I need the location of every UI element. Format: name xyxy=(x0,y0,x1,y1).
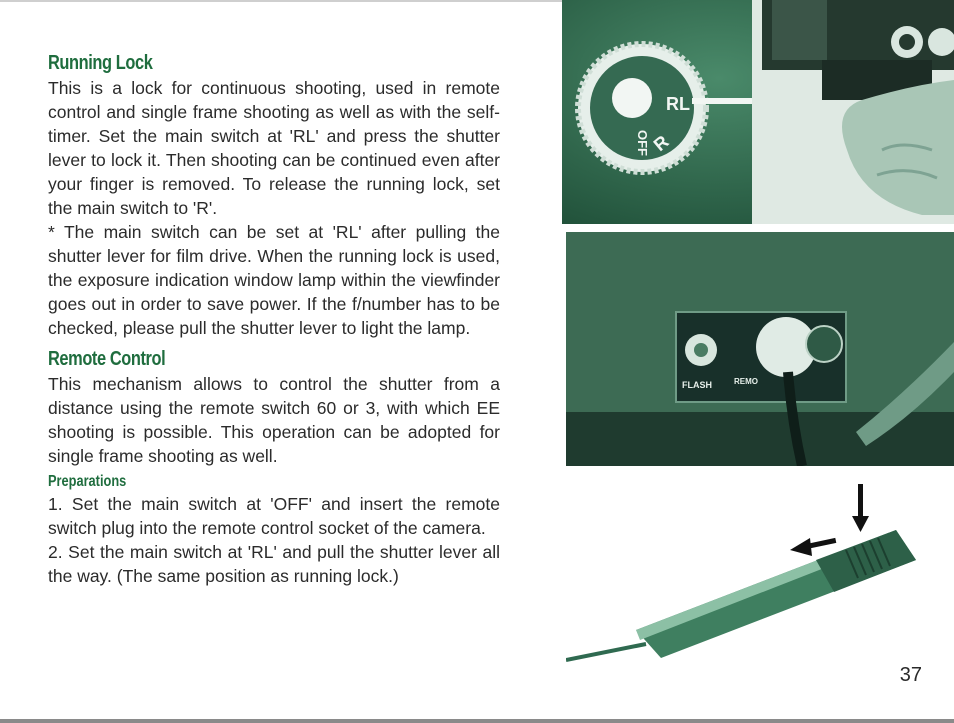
dial-label-rl: RL xyxy=(666,94,690,114)
running-lock-paragraph: This is a lock for continuous shooting, used in remote control and single frame shooting as well as with the self-timer. Set the main switch at 'RL' and press the shutter lever to lock it. Then shooting can be continued even after your finger is removed. To release the running lock, set the main switch to 'R'. xyxy=(48,78,500,218)
main-switch-photo-illustration xyxy=(562,0,954,224)
arrow-down-icon xyxy=(852,516,869,532)
label-remote: REMO xyxy=(734,377,758,386)
arrow-left-icon xyxy=(790,538,812,556)
page-number: 37 xyxy=(899,664,922,686)
preparation-step-1: 1. Set the main switch at 'OFF' and insert the remote switch plug into the remote control socket of the camera. xyxy=(48,494,500,538)
heading-running-lock: Running Lock xyxy=(48,52,153,74)
remote-switch-illustration xyxy=(566,480,954,680)
photo-main-switch xyxy=(562,0,954,224)
bottom-rule xyxy=(0,719,954,723)
dial-label-r: R xyxy=(649,131,673,156)
remote-control-paragraph: This mechanism allows to control the shutter from a distance using the remote switch 60 or 3, with which EE shooting is possible. This operation can be adopted for single frame shooting as well. xyxy=(48,374,500,466)
photo-remote-socket xyxy=(566,232,954,466)
preparation-step-2: 2. Set the main switch at 'RL' and pull the shutter lever all the way. (The same position as running lock.) xyxy=(48,542,500,586)
dial-label-off: OFF xyxy=(635,130,650,156)
heading-preparations: Preparations xyxy=(48,473,127,490)
heading-remote-control: Remote Control xyxy=(48,348,166,370)
text-column xyxy=(48,50,500,588)
running-lock-note: * The main switch can be set at 'RL' after pulling the shutter lever for film drive. When the running lock is used, the exposure indication window lamp within the viewfinder goes out in order to save power. If the f/number has to be checked, please pull the shutter lever to light the lamp. xyxy=(48,222,500,338)
remote-socket-photo-illustration xyxy=(566,232,954,466)
label-flash: FLASH xyxy=(682,380,712,390)
